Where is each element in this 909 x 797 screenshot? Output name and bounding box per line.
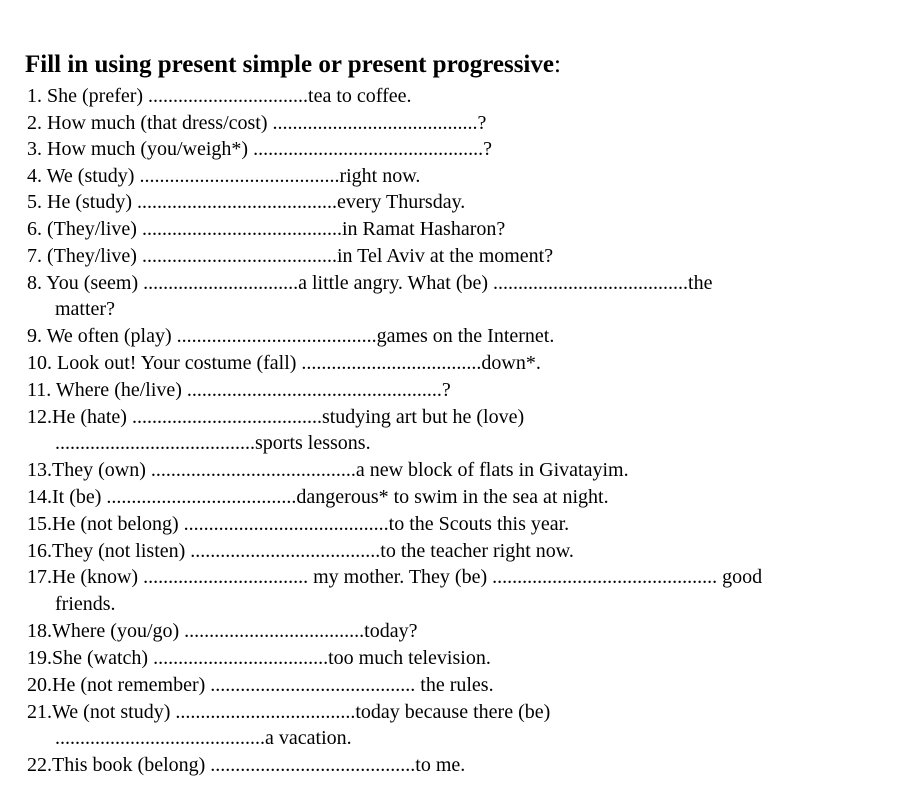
exercise-line-10: 10. Look out! Your costume (fall) ....................................down*. (27, 352, 541, 374)
exercise-line-6: 6. (They/live) ........................................in Ramat Hasharon? (27, 218, 506, 240)
exercise-line-5: 5. He (study) ........................................every Thursday. (27, 191, 466, 213)
exercise-line-20: 20.He (not remember) ......................................... the rules. (27, 674, 494, 696)
exercise-line-4: 4. We (study) ........................................right now. (27, 165, 421, 187)
exercise-line-8-cont: matter? (55, 298, 115, 320)
exercise-line-11: 11. Where (he/live) ...................................................? (27, 379, 451, 401)
exercise-line-12: 12.He (hate) ......................................studying art but he (love) (27, 406, 525, 428)
title-colon: : (553, 51, 561, 78)
exercise-line-8: 8. You (seem) ...............................a little angry. What (be) .......................................the (27, 272, 713, 294)
exercise-line-12-cont: ........................................sports lessons. (55, 432, 371, 454)
title-text: Fill in using present simple or present progressive (25, 51, 554, 78)
exercise-line-3: 3. How much (you/weigh*) ..............................................? (27, 138, 492, 160)
exercise-line-21-cont: ..........................................a vacation. (55, 727, 352, 749)
exercise-line-17: 17.He (know) ................................. my mother. They (be) ............................................. good (27, 566, 763, 588)
exercise-line-9: 9. We often (play) ........................................games on the Internet. (27, 325, 555, 347)
exercise-line-22: 22.This book (belong) .........................................to me. (27, 754, 466, 776)
exercise-line-14: 14.It (be) ......................................dangerous* to swim in the sea at night. (27, 486, 609, 508)
exercise-line-2: 2. How much (that dress/cost) .........................................? (27, 112, 487, 134)
exercise-line-15: 15.He (not belong) .........................................to the Scouts this year. (27, 513, 570, 535)
exercise-line-17-cont: friends. (55, 593, 116, 615)
exercise-line-13: 13.They (own) .........................................a new block of flats in Givatayim. (27, 459, 629, 481)
worksheet-title (25, 50, 561, 80)
exercise-line-16: 16.They (not listen) ......................................to the teacher right now. (27, 540, 574, 562)
exercise-line-19: 19.She (watch) ...................................too much television. (27, 647, 491, 669)
exercise-line-21: 21.We (not study) ....................................today because there (be) (27, 701, 551, 723)
exercise-line-7: 7. (They/live) .......................................in Tel Aviv at the moment? (27, 245, 554, 267)
exercise-line-18: 18.Where (you/go) ....................................today? (27, 620, 418, 642)
exercise-line-1: 1. She (prefer) ................................tea to coffee. (27, 85, 412, 107)
